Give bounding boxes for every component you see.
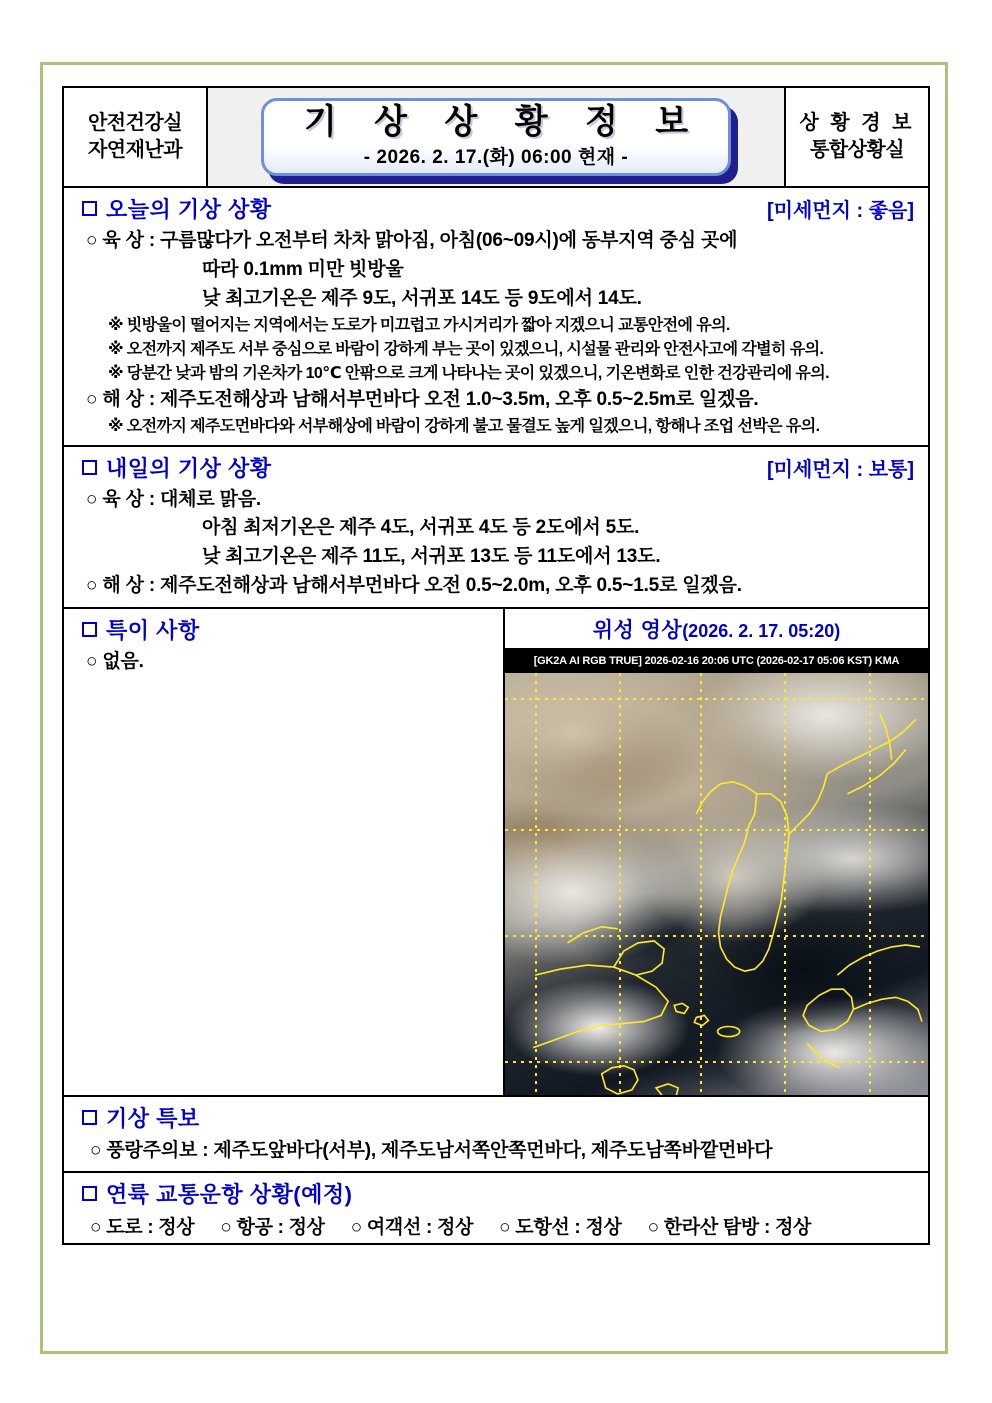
tomorrow-body (64, 486, 928, 608)
department-line-1: 안전건강실 (87, 112, 183, 134)
checkbox-icon (82, 622, 97, 637)
special-header (64, 609, 503, 648)
section-traffic-status (64, 1173, 928, 1243)
section-tomorrow-weather (64, 447, 928, 610)
checkbox-icon (82, 1110, 97, 1125)
satellite-title: 위성 영상 (592, 619, 683, 642)
today-note-1: ※ 빗방울이 떨어지는 지역에서는 도로가 미끄럽고 가시거리가 짧아 지겠으니 교통안전에 유의. (108, 316, 730, 334)
header-office-cell (784, 88, 928, 186)
today-land-line-1: ○ 육 상 : 구름많다가 오전부터 차차 맑아짐, 아침(06~09시)에 동부지역 중심 곳에 (86, 230, 738, 251)
banner-box (261, 98, 731, 176)
special-body (64, 648, 503, 683)
advisory-body (64, 1136, 928, 1171)
satellite-panel (505, 609, 928, 1095)
satellite-header (505, 609, 928, 649)
checkbox-icon (82, 201, 97, 216)
section-special-and-satellite (64, 609, 928, 1097)
today-land-line-3: 낮 최고기온은 제주 9도, 서귀포 14도 등 9도에서 14도. (202, 287, 642, 309)
advisory-title-group (82, 1102, 200, 1133)
traffic-item-hallasan: ○ 한라산 탐방 : 정상 (647, 1216, 812, 1238)
today-header (64, 188, 928, 227)
traffic-title: 연륙 교통운항 상황(예정) (106, 1181, 353, 1207)
today-body (64, 227, 928, 445)
traffic-item-boat: ○ 도항선 : 정상 (499, 1216, 622, 1238)
satellite-caption: [GK2A AI RGB TRUE] 2026-02-16 20:06 UTC (2026-02-17 05:06 KST) KMA (505, 649, 928, 673)
weather-report-document (62, 86, 930, 1245)
today-title-group (82, 193, 272, 224)
today-land-line-2: 따라 0.1mm 미만 빗방울 (202, 258, 404, 280)
header-title-cell (208, 88, 784, 186)
traffic-item-air: ○ 항공 : 정상 (220, 1216, 325, 1238)
tomorrow-title-group (82, 452, 272, 483)
today-dust-badge: [미세먼지 : 좋음] (766, 200, 914, 222)
tomorrow-dust-badge: [미세먼지 : 보통] (766, 458, 914, 481)
coastline-overlay (505, 673, 928, 1095)
office-line-1: 상 황 경 보 (799, 112, 915, 134)
today-note-3: ※ 당분간 낮과 밤의 기온차가 10℃ 안팎으로 크게 나타나는 곳이 있겠으니, 기온변화로 인한 건강관리에 유의. (108, 364, 829, 382)
advisory-title: 기상 특보 (106, 1106, 200, 1131)
traffic-item-road: ○ 도로 : 정상 (90, 1216, 195, 1238)
traffic-items-row (64, 1212, 928, 1243)
advisory-content: ○ 풍랑주의보 : 제주도앞바다(서부), 제주도남서쪽안쪽먼바다, 제주도남쪽바깥먼바다 (90, 1140, 773, 1161)
advisory-header (64, 1097, 928, 1136)
tomorrow-land-line-1: ○ 육 상 : 대체로 맑음. (86, 488, 261, 510)
tomorrow-sea-line: ○ 해 상 : 제주도전해상과 남해서부먼바다 오전 0.5~2.0m, 오후 0.5~1.5로 일겠음. (86, 575, 742, 597)
traffic-header (64, 1173, 928, 1212)
section-weather-advisory (64, 1097, 928, 1173)
today-note-4: ※ 오전까지 제주도먼바다와 서부해상에 바람이 강하게 불고 물결도 높게 일겠으니, 항해나 조업 선박은 유의. (108, 417, 820, 435)
satellite-time: (2026. 2. 17. 05:20) (682, 621, 841, 641)
department-line-2: 자연재난과 (87, 139, 183, 161)
office-line-2: 통합상황실 (809, 139, 905, 161)
today-sea-line: ○ 해 상 : 제주도전해상과 남해서부먼바다 오전 1.0~3.5m, 오후 0.5~2.5m로 일겠음. (86, 388, 759, 410)
tomorrow-header (64, 447, 928, 486)
report-title: 기 상 상 황 정 보 (303, 102, 703, 141)
report-datetime: - 2026. 2. 17.(화) 06:00 현재 - (363, 147, 629, 169)
tomorrow-title: 내일의 기상 상황 (106, 455, 272, 481)
special-content: ○ 없음. (86, 651, 144, 672)
special-title-group (82, 614, 200, 645)
today-title: 오늘의 기상 상황 (106, 197, 272, 222)
satellite-image-container (505, 649, 928, 1095)
header-department-cell (64, 88, 208, 186)
tomorrow-land-line-3: 낮 최고기온은 제주 11도, 서귀포 13도 등 11도에서 13도. (202, 546, 661, 568)
special-notes-panel (64, 609, 505, 1095)
today-note-2: ※ 오전까지 제주도 서부 중심으로 바람이 강하게 부는 곳이 있겠으니, 시설물 관리와 안전사고에 각별히 유의. (108, 340, 824, 358)
document-header (64, 88, 928, 188)
special-title: 특이 사항 (106, 618, 200, 643)
title-banner (261, 98, 731, 176)
satellite-image (505, 673, 928, 1095)
traffic-title-group (82, 1178, 352, 1209)
traffic-item-ferry: ○ 여객선 : 정상 (350, 1216, 474, 1238)
section-today-weather (64, 188, 928, 447)
checkbox-icon (82, 460, 97, 475)
checkbox-icon (82, 1186, 97, 1201)
tomorrow-land-line-2: 아침 최저기온은 제주 4도, 서귀포 4도 등 2도에서 5도. (202, 517, 640, 539)
